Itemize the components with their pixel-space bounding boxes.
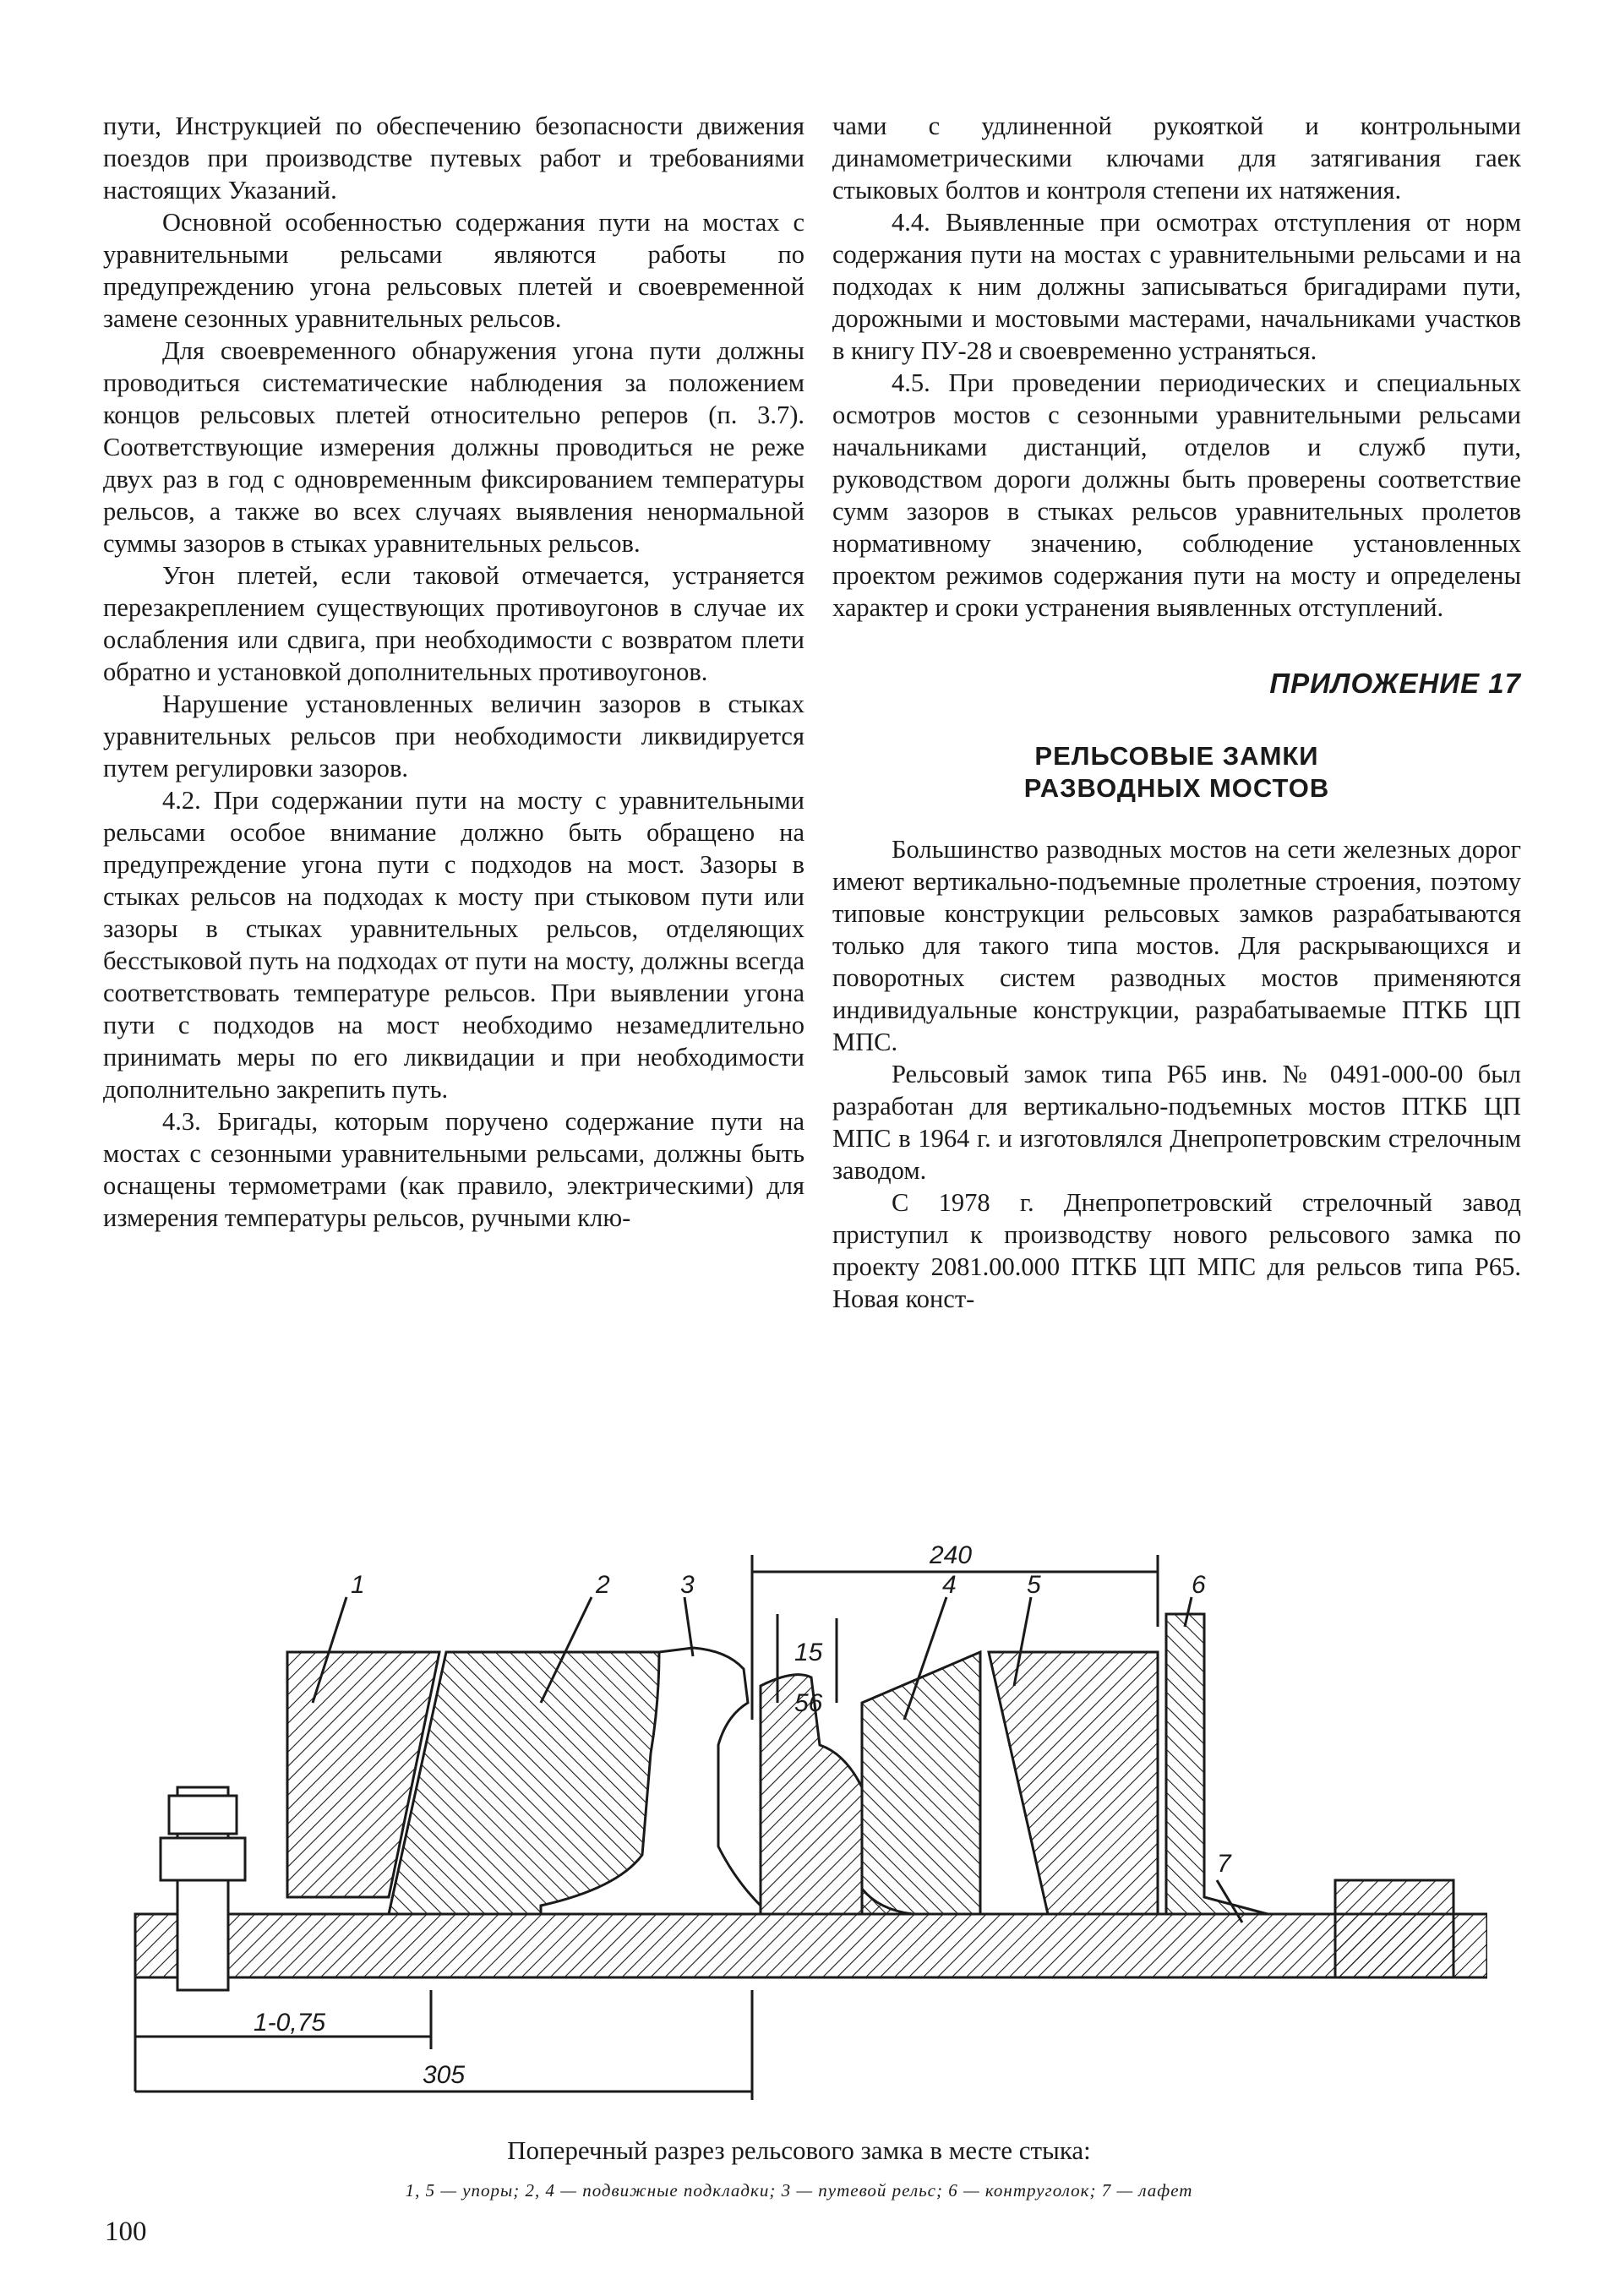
section-title	[832, 740, 1521, 804]
label-5: 5	[1027, 1571, 1041, 1599]
paragraph: Рельсовый замок типа Р65 инв. № 0491-000-00 был разработан для вертикально-подъемных мостов ПТКБ ЦП МПС в 1964 г. и изготовлялся Днепропетровским стрелочным заводом.	[832, 1060, 1521, 1185]
paragraph: Большинство разводных мостов на сети железных дорог имеют вертикально-подъемные пролетные строения, поэтому типовые конструкции рельсовых замков разрабатываются только для такого типа мостов. Для раскрывающихся и поворотных систем разводных мостов применяются индивидуальные конструкции, разрабатываемые ПТКБ ЦП МПС.	[832, 835, 1521, 1056]
paragraph: 4.4. Выявленные при осмотрах отступления от норм содержания пути на мостах с уравнительными рельсами и на подходах к ним должны записываться бригадирами пути, дорожными и мостовыми мастерами, начальниками участков в книгу ПУ-28 и своевременно устраняться.	[832, 208, 1521, 365]
paragraph: 4.2. При содержании пути на мосту с уравнительными рельсами особое внимание должно быть обращено на предупреждение угона пути с подходов на мост. Зазоры в стыках рельсов на подходах к мосту при стыковом пути или зазоры в стыках уравнительных рельсов, отделяющих бесстыковой путь на подходах от пути на мосту, должны всегда соответствовать температуре рельсов. При выявлении угона пути с подходов на мост необходимо незамедлительно принимать меры по его ликвидации и при необходимости дополнительно закрепить путь.	[103, 786, 804, 1104]
section-title-line: РЕЛЬСОВЫЕ ЗАМКИ	[1034, 741, 1319, 771]
page-number: 100	[105, 2217, 147, 2247]
paragraph: Основной особенностью содержания пути на мостах с уравнительными рельсами являются работы по предупреждению угона рельсовых плетей и своевременной замене сезонных уравнительных рельсов.	[103, 208, 804, 333]
sliding-plate-4	[862, 1652, 980, 1914]
dim-305: 305	[423, 2061, 466, 2089]
label-4: 4	[942, 1571, 957, 1599]
base-plate	[135, 1914, 1487, 1977]
label-6: 6	[1192, 1571, 1206, 1599]
figure-legend: 1, 5 — упоры; 2, 4 — подвижные подкладки; 3 — путевой рельс; 6 — контруголок; 7 — лафет	[405, 2180, 1193, 2201]
paragraph: пути, Инструкцией по обеспечению безопасности движения поездов при производстве путевых работ и требованиями настоящих Указаний.	[103, 112, 804, 205]
label-1: 1	[351, 1571, 365, 1599]
rail-lock-cross-section-figure	[118, 1534, 1487, 2125]
paragraph: Для своевременного обнаружения угона пути должны проводиться систематические наблюдения за положением концов рельсовых плетей относительно реперов (п. 3.7). Соответствующие измерения должны проводиться не реже двух раз в год с одновременным фиксированием температуры рельсов, а также во всех случаях выявления ненормальной суммы зазоров в стыках уравнительных рельсов.	[103, 336, 804, 558]
stop-5	[989, 1652, 1158, 1914]
dim-15: 15	[794, 1639, 823, 1666]
appendix-heading: ПРИЛОЖЕНИЕ 17	[1269, 668, 1521, 699]
dim-1-075: 1-0,75	[254, 2009, 326, 2037]
right-text-column	[832, 110, 1521, 1315]
paragraph: С 1978 г. Днепропетровский стрелочный завод приступил к производству нового рельсового замка по проекту 2081.00.000 ПТКБ ЦП МПС для рельсов типа Р65. Новая конст-	[832, 1188, 1521, 1313]
section-title-line: РАЗВОДНЫХ МОСТОВ	[1023, 773, 1330, 803]
paragraph: 4.3. Бригады, которым поручено содержание пути на мостах с сезонными уравнительными рельсами, должны быть оснащены термометрами (как правило, электрическими) для измерения температуры рельсов, ручными клю-	[103, 1107, 804, 1232]
paragraph: Угон плетей, если таковой отмечается, устраняется перезакреплением существующих противоугонов в случае их ослабления или сдвига, при необходимости с возвратом плети обратно и установкой дополнительных противоугонов.	[103, 561, 804, 686]
label-2: 2	[596, 1571, 610, 1599]
label-7: 7	[1217, 1850, 1231, 1878]
paragraph: Нарушение установленных величин зазоров в стыках уравнительных рельсов при необходимости ликвидируется путем регулировки зазоров.	[103, 690, 804, 783]
label-3: 3	[680, 1571, 695, 1599]
figure-caption: Поперечный разрез рельсового замка в месте стыка:	[507, 2135, 1091, 2165]
dim-56: 56	[794, 1689, 823, 1717]
left-text-column	[103, 110, 804, 1234]
paragraph: чами с удлиненной рукояткой и контрольными динамометрическими ключами для затягивания гаек стыковых болтов и контроля степени их натяжения.	[832, 112, 1521, 205]
paragraph: 4.5. При проведении периодических и специальных осмотров мостов с сезонными уравнительными рельсами начальниками дистанций, отделов и служб пути, руководством дороги должны быть проверены соответствие сумм зазоров в стыках рельсов уравнительных пролетов нормативному значению, соблюдение установленных проектом режимов содержания пути на мосту и определены характер и сроки устранения выявленных отступлений.	[832, 368, 1521, 622]
dim-240: 240	[930, 1541, 973, 1569]
